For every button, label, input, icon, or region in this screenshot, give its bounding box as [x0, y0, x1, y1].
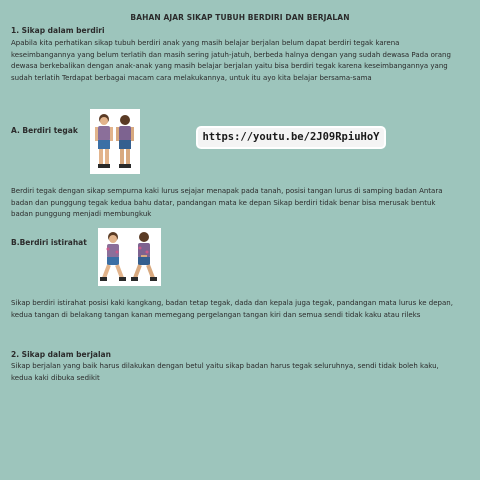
section1-heading: 1. Sikap dalam berdiri	[11, 26, 105, 35]
page-title: BAHAN AJAR SIKAP TUBUH BERDIRI DAN BERJALAN	[130, 13, 350, 22]
boy-standing-back-icon	[116, 115, 134, 168]
subsection-b-text: Sikap berdiri istirahat posisi kaki kangkang, badan tetap tegak, dada dan kepala juga tegak, pandangan mata lurus ke depan, kedua tangan di belakang tangan kanan memegang pergelangan tangan kiri dan semua sendi tidak kaku atau rileks	[11, 299, 453, 319]
at-ease-illustration	[98, 228, 161, 286]
subsection-a-heading: A. Berdiri tegak	[11, 126, 78, 135]
section1-intro: Apabila kita perhatikan sikap tubuh berdiri anak yang masih belajar berjalan belum dapat berdiri tegak karena keseimbangannya yang belum terlatih dan masih sering jatuh-jatuh, berbeda halnya dengan yang sudah dewasa Pada orang dewasa berkebalikan dengan anak-anak yang masih belajar berjalan yaitu bisa berdiri tegak karena keseimbangannya yang sudah terlatih Terdapat berbagai macam cara melakukannya, untuk itu ayo kita belajar bersama-sama	[11, 39, 451, 82]
standing-upright-illustration	[90, 109, 140, 174]
section2-text: Sikap berjalan yang baik harus dilakukan dengan betul yaitu sikap badan harus tegak seluruhnya, sendi tidak boleh kaku, kedua kaki dibuka sedikit	[11, 362, 439, 382]
boy-at-ease-back-icon	[131, 232, 157, 281]
boy-standing-front-icon	[90, 109, 140, 174]
subsection-a-text: Berdiri tegak dengan sikap sempurna kaki lurus sejajar menapak pada tanah, posisi tangan lurus di samping badan Antara badan dan punggung tegak kedua bahu datar, pandangan mata ke depan Sikap berdiri tidak benar bisa merusak bentuk badan punggung menjadi membungkuk	[11, 187, 443, 218]
section2-heading: 2. Sikap dalam berjalan	[11, 350, 111, 359]
youtube-link[interactable]: https://youtu.be/2J09RpiuHoY	[198, 128, 384, 147]
boy-at-ease-front-icon	[98, 228, 161, 286]
subsection-b-heading: B.Berdiri istirahat	[11, 238, 87, 247]
